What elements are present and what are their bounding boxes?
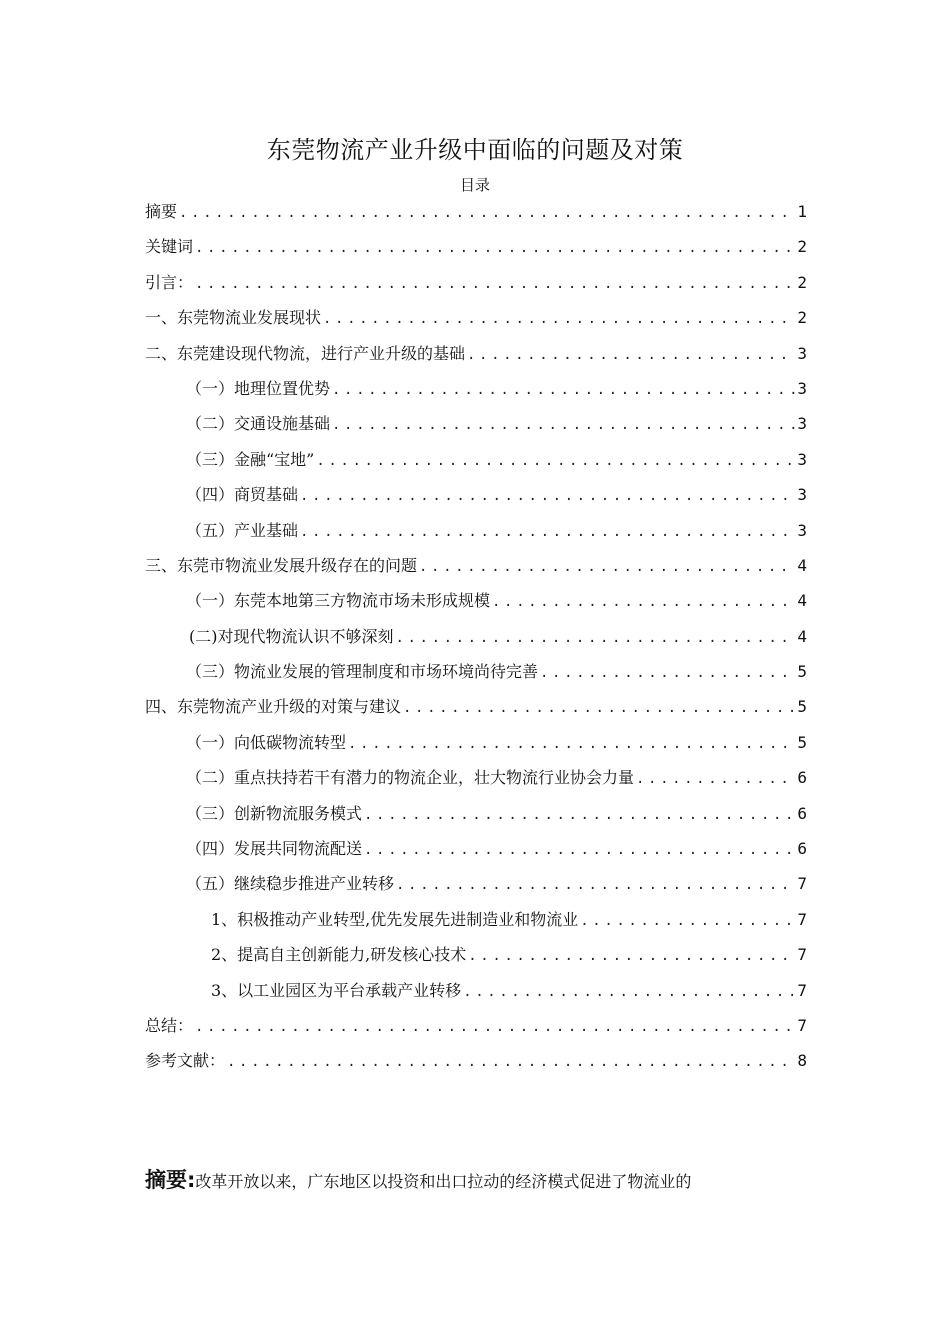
table-of-contents [145,199,807,1084]
toc-dot-leader [540,661,795,686]
toc-dot-leader [467,343,795,368]
toc-dot-leader [492,590,795,615]
toc-entry[interactable] [145,801,807,836]
toc-page-number: 6 [797,803,807,823]
toc-dot-leader [364,803,795,828]
toc-dot-leader [195,272,795,297]
toc-heading: 目录 [459,176,490,194]
toc-entry-title: （三）物流业发展的管理制度和市场环境尚待完善 [186,662,539,682]
abstract-paragraph [145,1162,825,1200]
toc-page-number: 3 [797,485,807,505]
toc-entry[interactable] [145,836,807,871]
toc-dot-leader [195,236,795,261]
toc-page-number: 2 [797,308,807,328]
toc-dot-leader [419,555,795,580]
toc-entry[interactable] [145,482,807,517]
toc-entry[interactable] [145,1048,807,1083]
toc-dot-leader [396,873,795,898]
toc-entry[interactable] [145,199,807,234]
toc-entry[interactable] [145,305,807,340]
toc-entry-title: （五）继续稳步推进产业转移 [186,874,395,894]
toc-dot-leader [364,838,795,863]
toc-page-number: 2 [797,237,807,257]
toc-entry[interactable] [145,765,807,800]
toc-dot-leader [403,696,795,721]
toc-entry-title: 参考文献： [145,1051,226,1071]
toc-dot-leader [300,484,795,509]
toc-page-number: 5 [797,732,807,752]
toc-dot-leader [348,732,795,757]
toc-dot-leader [580,909,795,934]
abstract-label: 摘要: [145,1168,196,1192]
toc-page-number: 1 [797,202,807,221]
toc-page-number: 8 [797,1051,807,1071]
toc-entry-title: （三）金融“宝地” [186,449,315,469]
toc-entry[interactable] [145,694,807,729]
toc-entry-title: （四）发展共同物流配送 [186,839,363,859]
toc-page-number: 2 [797,272,807,292]
toc-page-number: 7 [797,945,807,965]
toc-page-number: 4 [797,555,807,575]
toc-page-number: 5 [797,697,807,717]
toc-dot-leader [300,520,795,545]
toc-entry-title: 四、东莞物流产业升级的对策与建议 [145,697,402,717]
toc-entry[interactable] [145,411,807,446]
toc-entry-title: 2、提高自主创新能力,研发核心技术 [211,945,467,965]
toc-entry[interactable] [145,553,807,588]
toc-entry-title: （一）东莞本地第三方物流市场未形成规模 [186,591,491,611]
toc-entry-title: 总结： [145,1015,194,1035]
toc-page-number: 4 [797,591,807,611]
toc-dot-leader [468,944,795,969]
toc-page-number: 7 [797,980,807,1000]
toc-entry-title: （二）交通设施基础 [186,414,331,434]
toc-entry-title: （一）地理位置优势 [186,378,331,398]
toc-page-number: 3 [797,378,807,398]
toc-page-number: 3 [797,414,807,434]
toc-page-number: 7 [797,909,807,929]
toc-entry[interactable] [145,376,807,411]
toc-entry[interactable] [145,447,807,482]
toc-entry[interactable] [145,624,807,659]
toc-page-number: 6 [797,768,807,788]
toc-entry-title: 引言： [145,272,194,292]
toc-dot-leader [332,378,795,403]
toc-dot-leader [396,626,796,651]
toc-entry[interactable] [145,588,807,623]
toc-entry[interactable] [145,659,807,694]
toc-entry-title: 二、东莞建设现代物流，进行产业升级的基础 [145,343,466,363]
toc-page-number: 7 [797,1015,807,1035]
toc-dot-leader [332,413,795,438]
document-title: 东莞物流产业升级中面临的问题及对策 [266,136,684,164]
toc-entry-title: 1、积极推动产业转型,优先发展先进制造业和物流业 [211,909,579,929]
toc-entry[interactable] [145,942,807,977]
toc-entry-title: （五）产业基础 [186,520,299,540]
toc-page-number: 3 [797,343,807,363]
toc-dot-leader [179,201,795,226]
toc-entry-title: （一）向低碳物流转型 [186,732,347,752]
toc-entry-title: 摘要 [145,202,178,221]
toc-entry[interactable] [145,270,807,305]
toc-page-number: 5 [797,662,807,682]
abstract-text: 改革开放以来，广东地区以投资和出口拉动的经济模式促进了物流业的 [195,1172,692,1191]
toc-entry-title: （二）重点扶持若干有潜力的物流企业，壮大物流行业协会力量 [186,768,635,788]
toc-entry[interactable] [145,730,807,765]
toc-entry-title: 一、东莞物流业发展现状 [145,308,322,328]
toc-entry-title: 3、以工业园区为平台承载产业转移 [211,980,462,1000]
toc-dot-leader [195,1015,795,1040]
toc-dot-leader [316,449,795,474]
toc-dot-leader [323,307,795,332]
toc-entry-title: 关键词 [145,237,194,257]
toc-page-number: 6 [797,839,807,859]
toc-page-number: 4 [797,626,807,646]
toc-entry-title: （四）商贸基础 [186,485,299,505]
toc-entry[interactable] [145,871,807,906]
toc-page-number: 3 [797,449,807,469]
toc-page-number: 3 [797,520,807,540]
toc-entry-title: (二)对现代物流认识不够深刻 [189,626,394,646]
toc-entry[interactable] [145,341,807,376]
toc-entry[interactable] [145,234,807,269]
toc-entry-title: （三）创新物流服务模式 [186,803,363,823]
toc-page-number: 7 [797,874,807,894]
toc-entry[interactable] [145,907,807,942]
toc-entry-title: 三、东莞市物流业发展升级存在的问题 [145,555,418,575]
toc-entry[interactable] [145,978,807,1013]
toc-entry[interactable] [145,518,807,553]
toc-dot-leader [227,1050,795,1075]
toc-entry[interactable] [145,1013,807,1048]
toc-dot-leader [636,767,795,792]
toc-dot-leader [463,980,795,1005]
